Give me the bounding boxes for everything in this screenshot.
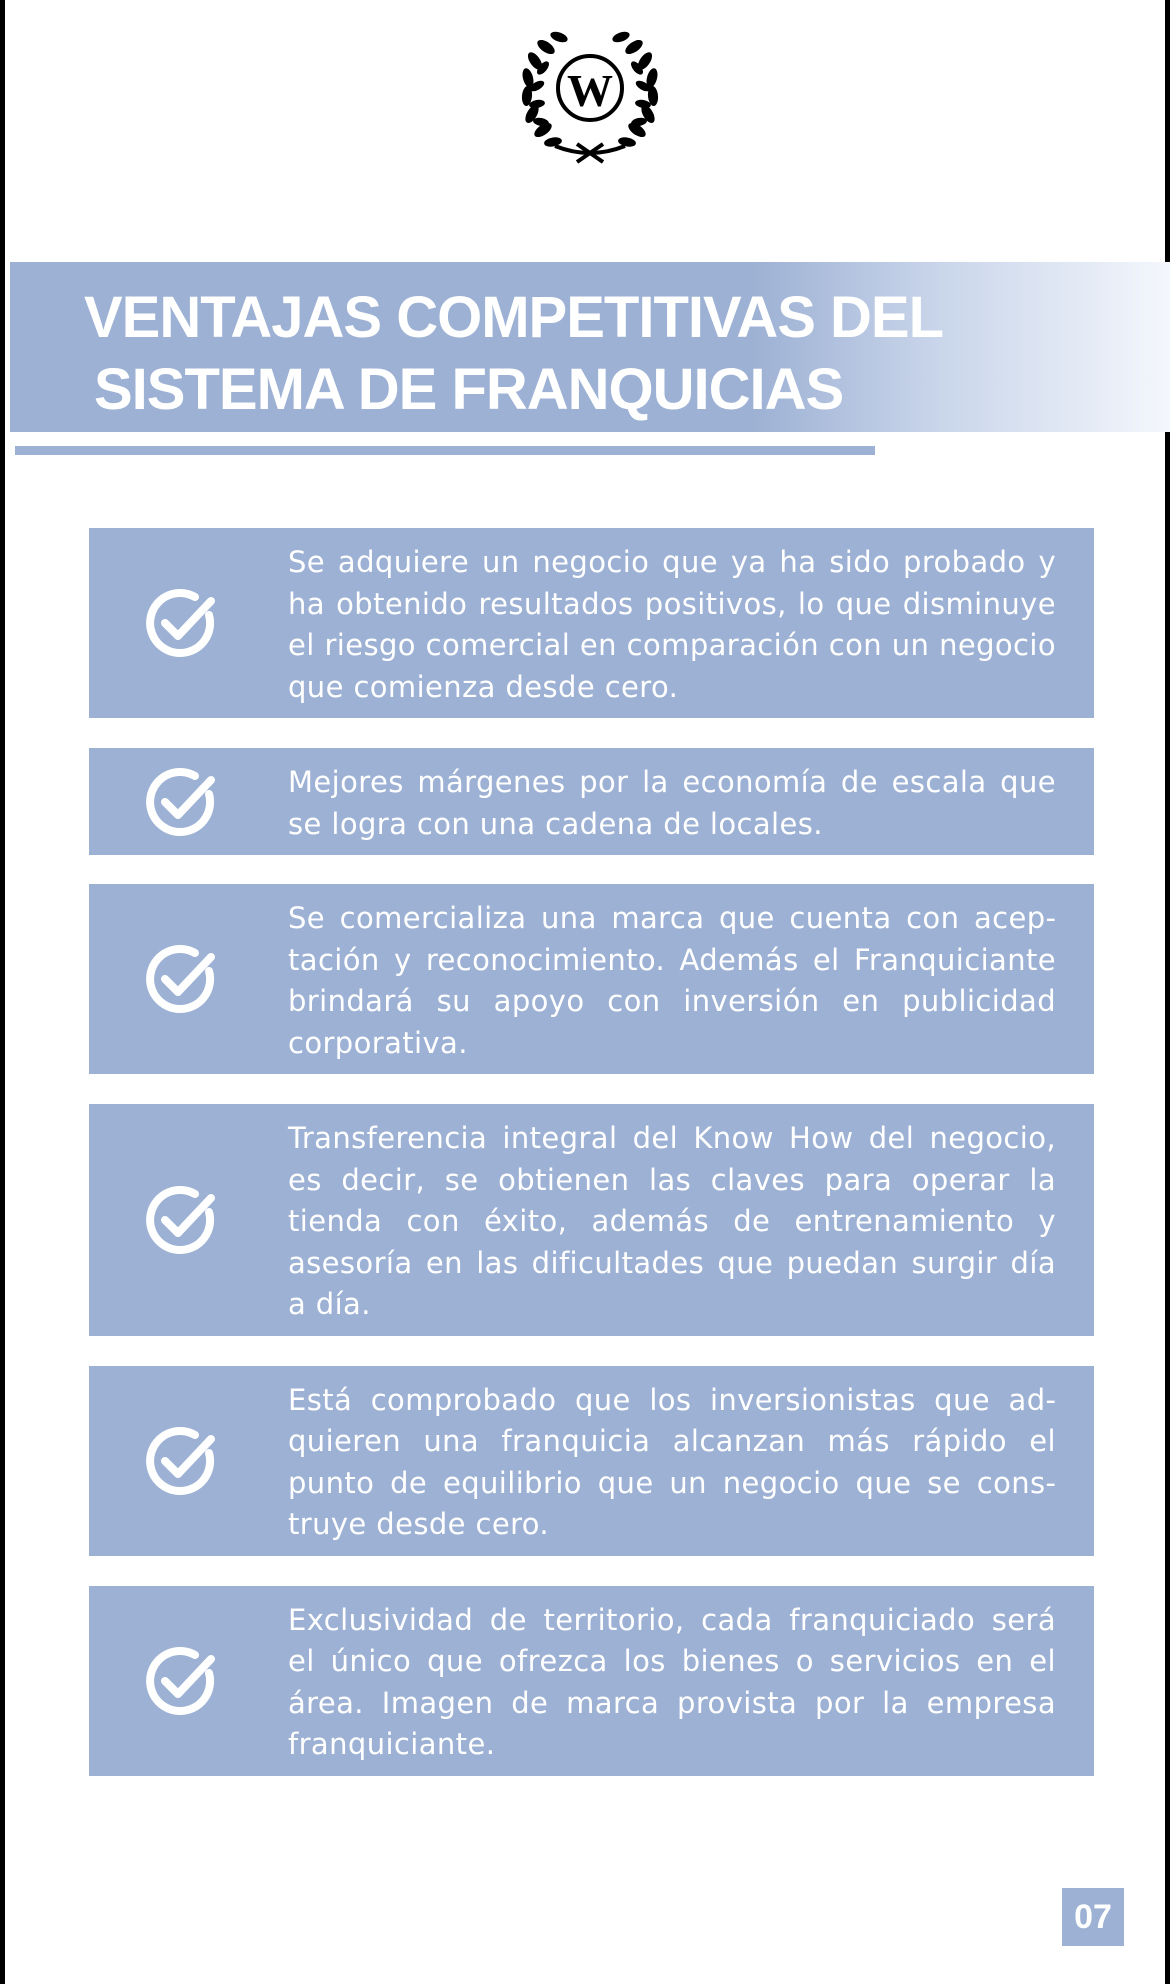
page-number: 07 xyxy=(1062,1888,1124,1946)
title-banner xyxy=(10,262,1170,432)
advantage-text: Está comprobado que los inversionistas que adquieren una franquicia alcanzan más rápido el punto de equilibrio que un negocio que se construye desde cero. xyxy=(288,1382,1056,1541)
check-circle-icon xyxy=(143,1423,219,1499)
advantage-item-5 xyxy=(89,1366,1094,1556)
advantage-text: Mejores márgenes por la economía de escala que se logra con una cadena de locales. xyxy=(288,765,1056,841)
title-line-1: VENTAJAS COMPETITIVAS DEL xyxy=(84,285,944,350)
advantages-list xyxy=(89,528,1094,1806)
advantage-item-1 xyxy=(89,528,1094,718)
logo-letter: W xyxy=(567,65,613,116)
advantage-item-3 xyxy=(89,884,1094,1074)
page xyxy=(5,0,1165,1984)
page-title xyxy=(84,282,943,426)
check-circle-icon xyxy=(143,941,219,1017)
title-line-2: SISTEMA DE FRANQUICIAS xyxy=(94,357,844,422)
advantage-text: Exclusividad de territorio, cada franquiciado será el único que ofrezca los bienes o servicios en el área. Imagen de marca provista por la empresa franquiciante. xyxy=(288,1602,1056,1761)
check-circle-icon xyxy=(143,585,219,661)
advantage-item-2 xyxy=(89,748,1094,855)
check-circle-icon xyxy=(143,764,219,840)
advantage-text: Transferencia integral del Know How del negocio, es decir, se obtienen las claves para operar la tienda con éxito, además de entrenamiento y asesoría en las dificultades que puedan surgir día a día. xyxy=(288,1121,1056,1321)
title-underline-divider xyxy=(15,446,875,455)
advantage-text: Se adquiere un negocio que ya ha sido probado y ha obtenido resultados positivos, lo que disminuye el riesgo comercial en comparación con un negocio que comienza desde cero. xyxy=(288,545,1056,704)
advantage-item-6 xyxy=(89,1586,1094,1776)
check-circle-icon xyxy=(143,1182,219,1258)
advantage-text: Se comercializa una marca que cuenta con aceptación y reconocimiento. Además el Franquiciante brindará su apoyo con inversión en publicidad corporativa. xyxy=(288,901,1056,1060)
check-circle-icon xyxy=(143,1643,219,1719)
advantage-item-4 xyxy=(89,1104,1094,1336)
laurel-wreath-logo-icon xyxy=(515,18,665,168)
